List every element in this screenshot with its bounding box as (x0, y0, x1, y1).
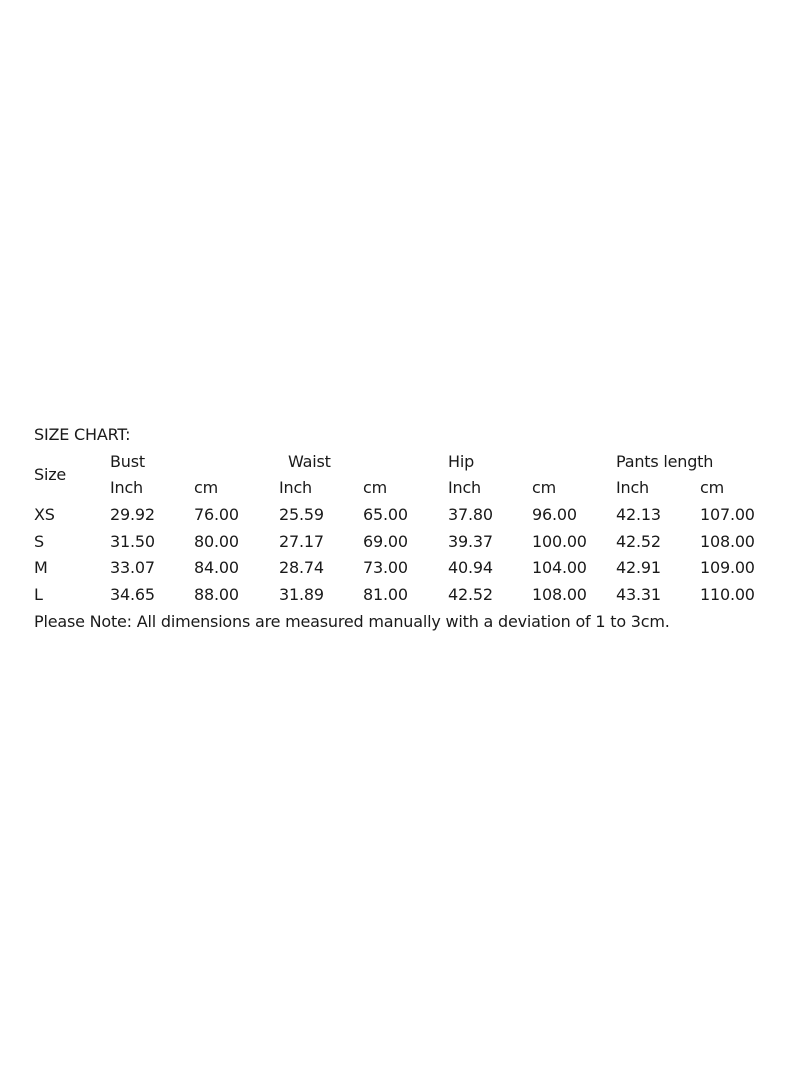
group-header-hip: Hip (448, 451, 475, 471)
measurement-note: Please Note: All dimensions are measured manually with a deviation of 1 to 3cm. (34, 611, 670, 631)
table-cell: 84.00 (194, 558, 239, 578)
size-cell: M (34, 558, 48, 578)
table-cell: 76.00 (194, 505, 239, 525)
size-chart (34, 422, 774, 636)
table-cell: 37.80 (448, 505, 493, 525)
table-cell: 73.00 (363, 558, 408, 578)
chart-title: SIZE CHART: (34, 425, 131, 444)
table-cell: 33.07 (110, 558, 155, 578)
size-column-header: Size (34, 465, 67, 485)
table-cell: 40.94 (448, 558, 493, 578)
table-cell: 39.37 (448, 531, 493, 551)
group-header-bust: Bust (110, 451, 145, 471)
unit-header: Inch (279, 478, 312, 498)
size-cell: L (34, 585, 43, 605)
table-cell: 42.91 (616, 558, 661, 578)
table-cell: 81.00 (363, 585, 408, 605)
table-cell: 29.92 (110, 505, 155, 525)
table-cell: 109.00 (700, 558, 755, 578)
group-header-pants-length: Pants length (616, 451, 714, 471)
table-cell: 108.00 (532, 585, 587, 605)
group-header-waist: Waist (288, 451, 331, 471)
table-cell: 108.00 (700, 531, 755, 551)
table-cell: 110.00 (700, 585, 755, 605)
table-cell: 42.13 (616, 505, 661, 525)
unit-header: cm (194, 478, 218, 498)
size-cell: XS (34, 505, 55, 525)
table-cell: 42.52 (616, 531, 661, 551)
table-cell: 28.74 (279, 558, 324, 578)
table-cell: 107.00 (700, 505, 755, 525)
table-cell: 43.31 (616, 585, 661, 605)
unit-header: Inch (448, 478, 481, 498)
table-cell: 88.00 (194, 585, 239, 605)
table-cell: 65.00 (363, 505, 408, 525)
size-table (34, 449, 774, 609)
table-cell: 80.00 (194, 531, 239, 551)
table-cell: 69.00 (363, 531, 408, 551)
table-cell: 25.59 (279, 505, 324, 525)
unit-header: cm (363, 478, 387, 498)
unit-header: Inch (110, 478, 143, 498)
unit-header: cm (700, 478, 724, 498)
table-cell: 34.65 (110, 585, 155, 605)
table-cell: 96.00 (532, 505, 577, 525)
table-cell: 31.50 (110, 531, 155, 551)
table-cell: 31.89 (279, 585, 324, 605)
table-cell: 27.17 (279, 531, 324, 551)
unit-header: cm (532, 478, 556, 498)
size-cell: S (34, 531, 44, 551)
table-cell: 100.00 (532, 531, 587, 551)
table-cell: 42.52 (448, 585, 493, 605)
unit-header: Inch (616, 478, 649, 498)
table-cell: 104.00 (532, 558, 587, 578)
